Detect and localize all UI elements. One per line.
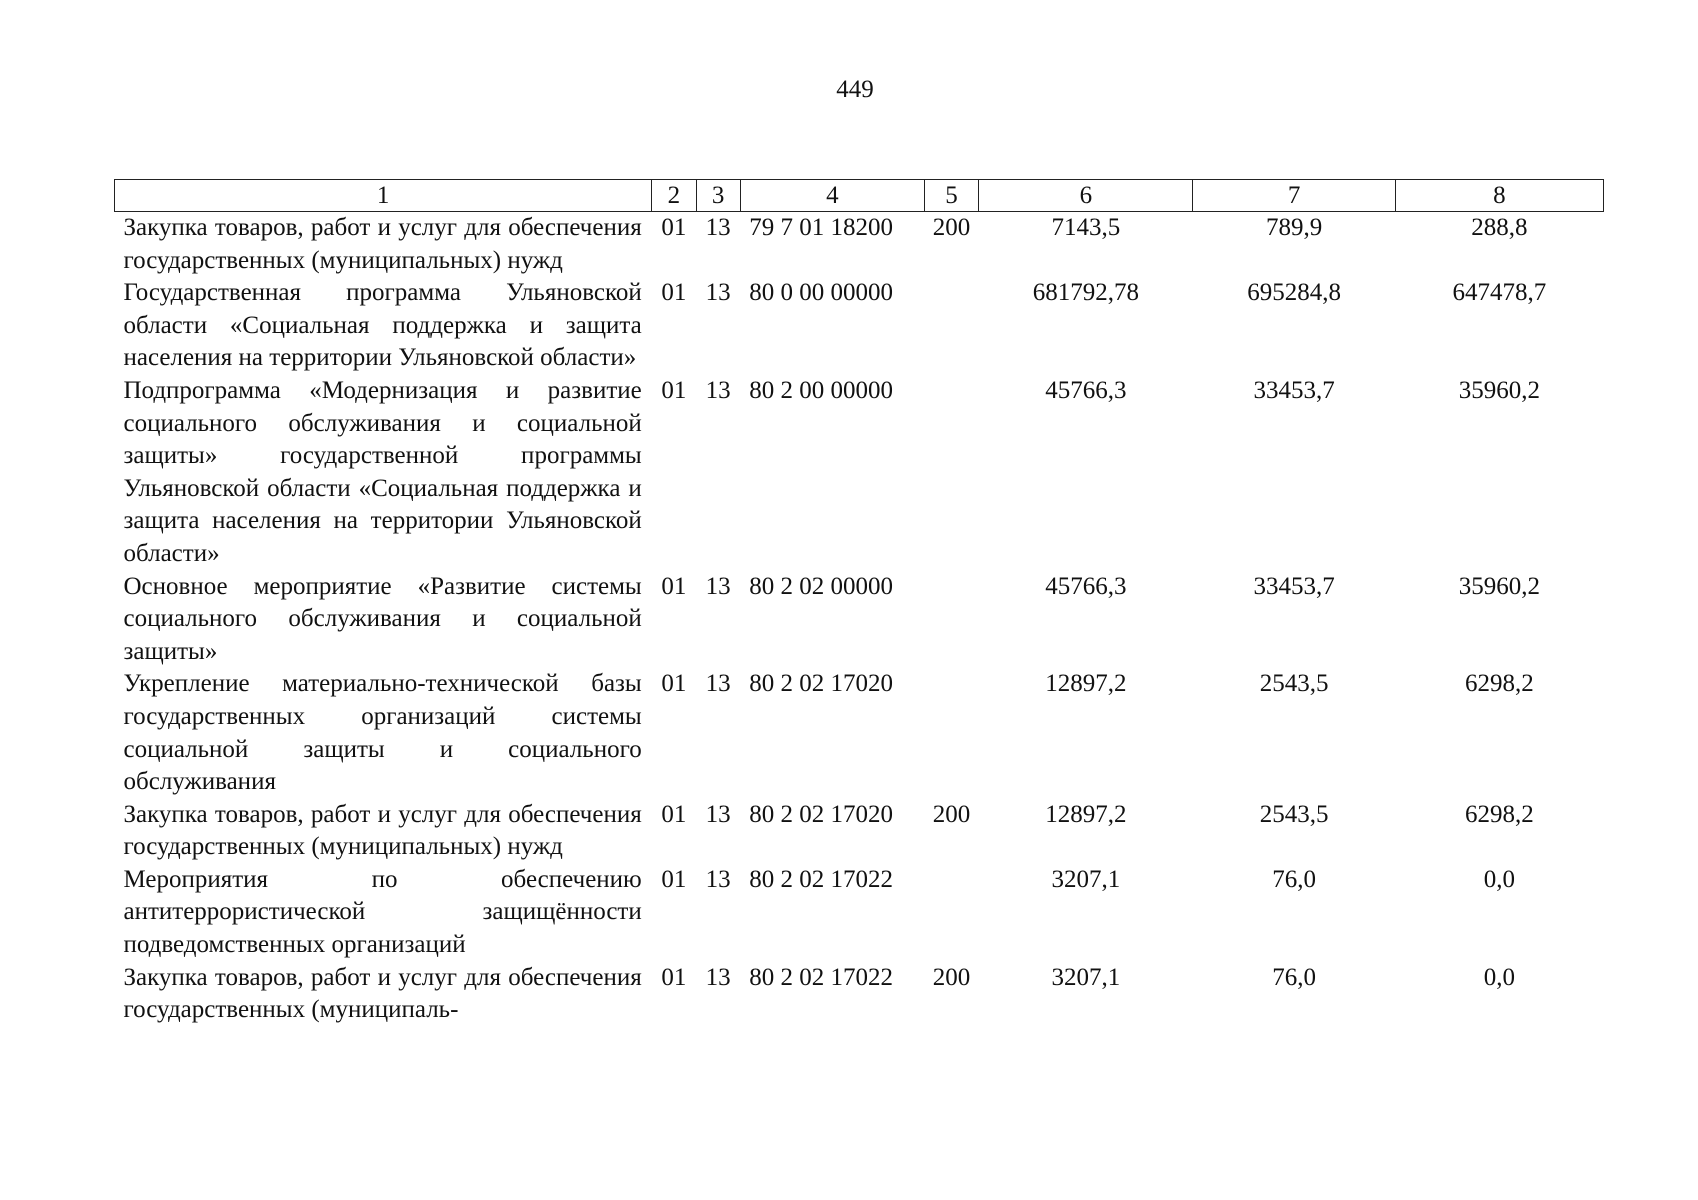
subsection-code-cell: 13 bbox=[705, 214, 731, 241]
section-code-cell: 01 bbox=[661, 279, 687, 307]
section-code-cell: 01 bbox=[661, 963, 687, 991]
expense-type-cell: 200 bbox=[932, 214, 971, 241]
section-code-cell: 01 bbox=[661, 376, 687, 404]
table-row bbox=[115, 668, 1604, 798]
subsection-code-cell: 13 bbox=[705, 279, 731, 307]
row-name-cell: Закупка товаров, работ и услуг для обеспечения государственных (муниципаль- bbox=[123, 963, 642, 1024]
amount-col6-cell: 45766,3 bbox=[1045, 572, 1127, 600]
table-row bbox=[115, 962, 1604, 1027]
amount-col7-cell: 2543,5 bbox=[1259, 800, 1329, 828]
section-code-cell: 01 bbox=[661, 865, 687, 893]
subsection-code-cell: 13 bbox=[705, 865, 731, 893]
target-article-cell: 79 7 01 18200 bbox=[749, 214, 894, 241]
amount-col7-cell: 695284,8 bbox=[1247, 279, 1341, 307]
row-name-cell: Укрепление материально-технической базы государственных организаций системы социальной защиты и социального обслуживания bbox=[123, 670, 642, 796]
amount-col7-cell: 76,0 bbox=[1272, 963, 1316, 991]
amount-col6-cell: 7143,5 bbox=[1051, 214, 1121, 241]
amount-col7-cell: 33453,7 bbox=[1253, 572, 1335, 600]
section-code-cell: 01 bbox=[661, 800, 687, 828]
amount-col7-cell: 33453,7 bbox=[1253, 376, 1335, 404]
amount-col8-cell: 6298,2 bbox=[1464, 670, 1534, 698]
section-code-cell: 01 bbox=[661, 572, 687, 600]
expense-type-cell bbox=[924, 668, 978, 798]
target-article-cell: 80 2 02 17020 bbox=[749, 670, 894, 698]
expense-type-cell bbox=[924, 571, 978, 669]
table-row bbox=[115, 571, 1604, 669]
subsection-code-cell: 13 bbox=[705, 670, 731, 698]
row-name-cell: Мероприятия по обеспечению антитеррористической защищённости подведомственных организаций bbox=[123, 865, 642, 959]
subsection-code-cell: 13 bbox=[705, 800, 731, 828]
subsection-code-cell: 13 bbox=[705, 572, 731, 600]
column-header: 7 bbox=[1193, 180, 1395, 212]
page-number: 449 bbox=[836, 76, 874, 103]
expense-type-cell bbox=[924, 864, 978, 962]
row-name-cell: Подпрограмма «Модернизация и развитие социального обслуживания и социальной защиты» государственной программы Ульяновской области «Социальная поддержка и защита населения на территории Ульяновской области» bbox=[123, 376, 642, 567]
row-name-cell: Основное мероприятие «Развитие системы социального обслуживания и социальной защиты» bbox=[123, 572, 642, 665]
row-name-cell: Закупка товаров, работ и услуг для обеспечения государственных (муниципальных) нужд bbox=[123, 800, 642, 861]
expense-type-cell: 200 bbox=[932, 963, 971, 991]
amount-col8-cell: 647478,7 bbox=[1452, 279, 1547, 307]
target-article-cell: 80 2 02 17022 bbox=[749, 865, 894, 893]
target-article-cell: 80 2 02 17020 bbox=[749, 800, 894, 828]
column-header: 8 bbox=[1395, 180, 1603, 212]
amount-col8-cell: 0,0 bbox=[1483, 865, 1515, 893]
amount-col8-cell: 288,8 bbox=[1471, 214, 1528, 241]
amount-col6-cell: 3207,1 bbox=[1051, 865, 1121, 893]
amount-col8-cell: 0,0 bbox=[1483, 963, 1515, 991]
amount-col7-cell: 789,9 bbox=[1265, 214, 1323, 241]
section-code-cell: 01 bbox=[661, 670, 687, 698]
amount-col6-cell: 12897,2 bbox=[1045, 800, 1127, 828]
table-row bbox=[115, 799, 1604, 864]
expense-type-cell bbox=[924, 375, 978, 571]
amount-col6-cell: 681792,78 bbox=[1032, 279, 1139, 307]
amount-col7-cell: 2543,5 bbox=[1259, 670, 1329, 698]
amount-col6-cell: 3207,1 bbox=[1051, 963, 1121, 991]
table-body bbox=[115, 212, 1604, 1027]
table-row bbox=[115, 375, 1604, 571]
column-header: 6 bbox=[979, 180, 1193, 212]
row-name-cell: Закупка товаров, работ и услуг для обеспечения государственных (муниципальных) нужд bbox=[123, 214, 642, 274]
table-row bbox=[115, 864, 1604, 962]
amount-col8-cell: 35960,2 bbox=[1458, 376, 1540, 404]
subsection-code-cell: 13 bbox=[705, 376, 731, 404]
table-header-row bbox=[115, 180, 1604, 212]
target-article-cell: 80 2 02 17022 bbox=[749, 963, 894, 991]
amount-col8-cell: 6298,2 bbox=[1464, 800, 1534, 828]
table-row bbox=[115, 212, 1604, 278]
subsection-code-cell: 13 bbox=[705, 963, 731, 991]
table-row bbox=[115, 277, 1604, 375]
column-header: 4 bbox=[740, 180, 924, 212]
expense-type-cell: 200 bbox=[932, 800, 971, 828]
column-header: 1 bbox=[115, 180, 652, 212]
column-header: 3 bbox=[696, 180, 740, 212]
expense-type-cell bbox=[924, 277, 978, 375]
row-name-cell: Государственная программа Ульяновской области «Социальная поддержка и защита населения на территории Ульяновской области» bbox=[123, 279, 642, 372]
column-header: 5 bbox=[924, 180, 978, 212]
amount-col7-cell: 76,0 bbox=[1272, 865, 1316, 893]
column-header: 2 bbox=[652, 180, 696, 212]
target-article-cell: 80 0 00 00000 bbox=[749, 279, 894, 307]
target-article-cell: 80 2 00 00000 bbox=[749, 376, 894, 404]
target-article-cell: 80 2 02 00000 bbox=[749, 572, 894, 600]
budget-table bbox=[114, 179, 1604, 1027]
section-code-cell: 01 bbox=[661, 214, 687, 241]
amount-col6-cell: 45766,3 bbox=[1045, 376, 1127, 404]
amount-col8-cell: 35960,2 bbox=[1458, 572, 1540, 600]
amount-col6-cell: 12897,2 bbox=[1045, 670, 1127, 698]
